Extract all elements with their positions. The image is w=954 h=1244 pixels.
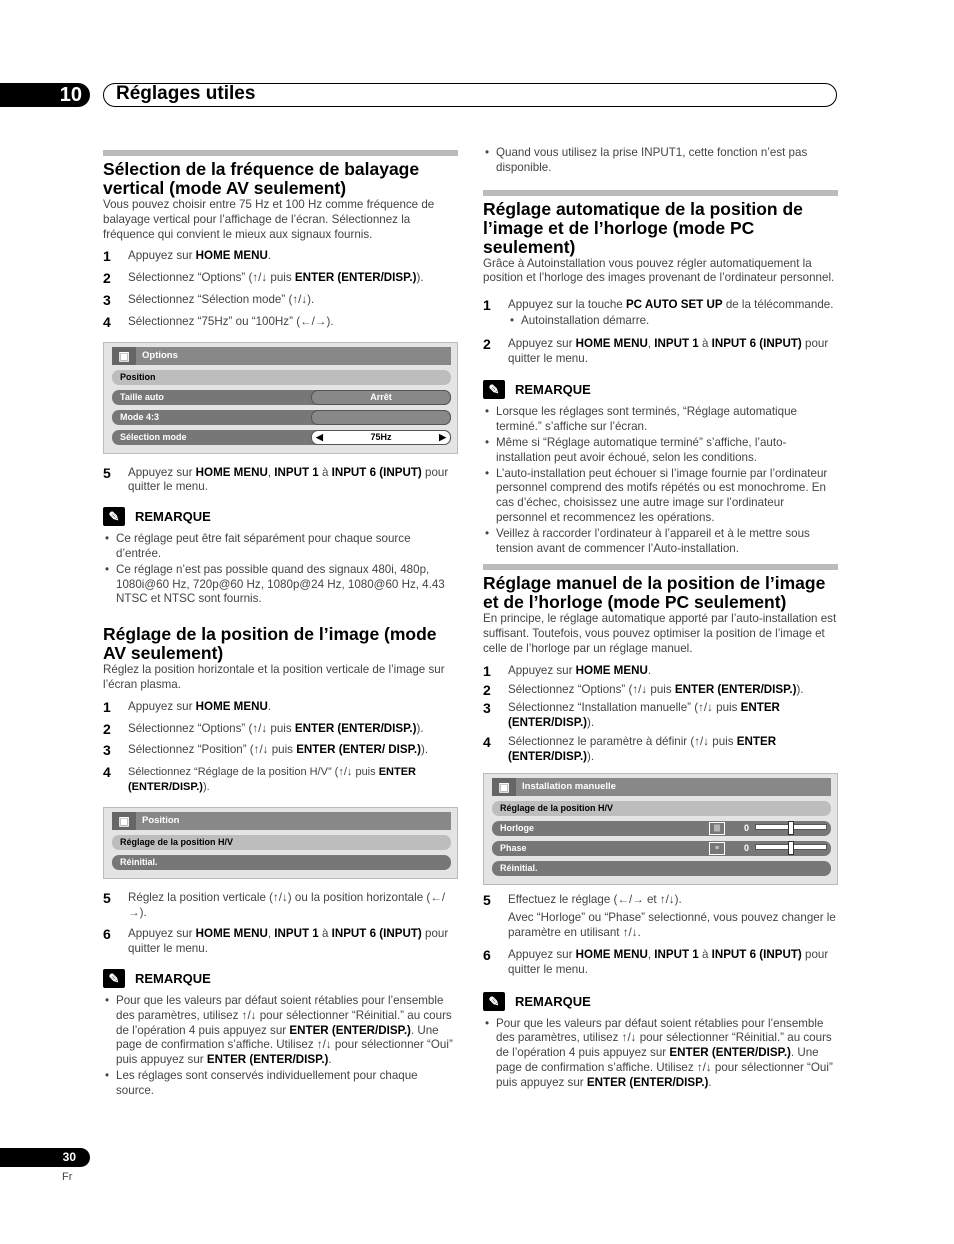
section-heading-position-av: Réglage de la position de l’image (mode AV seulement)	[103, 624, 437, 664]
step-text: Sélectionnez “Sélection mode” (↑/↓).	[128, 292, 315, 306]
language-code: Fr	[62, 1171, 73, 1183]
osd-row-reset: Réinitial.	[492, 861, 831, 876]
step-text: Appuyez sur la touche PC AUTO SET UP de la télécommande. • Autoinstallation démarre.	[508, 298, 833, 330]
osd-row-clock: Horloge ||| 0	[492, 821, 831, 836]
step-text: Appuyez sur HOME MENU.	[128, 699, 272, 713]
chapter-title: Réglages utiles	[103, 83, 837, 107]
osd-row-position: Position	[112, 370, 451, 385]
step	[483, 664, 838, 679]
slider-knob	[788, 821, 794, 835]
step	[103, 293, 458, 308]
step	[483, 701, 838, 731]
step-number: 2	[483, 681, 491, 698]
step	[103, 927, 458, 957]
clock-pattern-icon: |||	[709, 822, 725, 835]
remark-heading: ✎ REMARQUE	[103, 969, 458, 988]
step-subnote: • Autoinstallation démarre.	[508, 314, 833, 329]
step-text: Appuyez sur HOME MENU.	[128, 249, 272, 263]
step-number: 1	[103, 698, 111, 715]
section-intro: Vous pouvez choisir entre 75 Hz et 100 Hz comme fréquence de balayage vertical pour l’affichage de l’écran. Sélectionnez la fréquence qui convient le mieux aux signaux fournis.	[103, 198, 435, 241]
remark-item: • L’auto-installation peut échouer si l’image fournie par l’ordinateur personnel comprend des motifs répétés ou est monochrome. En cas d’échec, choisissez une autre image sur l’ordinateur personnel et recommencez les opérations.	[483, 467, 838, 526]
remark-item: • Ce réglage n’est pas possible quand des signaux 480i, 480p, 1080i@60 Hz, 720p@60 Hz, 1080p@24 Hz, 1080@60 Hz, 4.43 NTSC et NTSC sont fournis.	[103, 563, 458, 607]
osd-row-reset: Réinitial.	[112, 855, 451, 870]
step-number: 5	[483, 891, 491, 908]
step-number: 5	[103, 889, 111, 906]
step-text: Effectuez le réglage (←/→ et ↑/↓). Avec “Horloge” ou “Phase” selectionné, vous pouvez changer le paramètre en utilisant ↑/↓.	[508, 893, 838, 941]
left-column	[103, 150, 458, 1100]
step-number: 6	[483, 946, 491, 963]
step	[103, 271, 458, 286]
menu-icon: ▣	[492, 778, 516, 796]
step-text: Sélectionnez “Options” (↑/↓ puis ENTER (ENTER/DISP.)).	[128, 271, 424, 285]
step-number: 3	[103, 291, 111, 308]
step-text: Sélectionnez “Installation manuelle” (↑/↓ puis ENTER (ENTER/DISP.)).	[508, 701, 780, 730]
osd-row-hv-position: Réglage de la position H/V	[492, 801, 831, 816]
step-text: Sélectionnez “Réglage de la position H/V” (↑/↓ puis ENTER (ENTER/DISP.)).	[128, 766, 416, 793]
remark-item: • Quand vous utilisez la prise INPUT1, cette fonction n’est pas disponible.	[483, 146, 838, 176]
step-number: 3	[483, 700, 491, 717]
step-number: 3	[103, 742, 111, 759]
step-text: Sélectionnez le paramètre à définir (↑/↓ puis ENTER (ENTER/DISP.)).	[508, 734, 777, 763]
osd-row-mode-43: Mode 4:3	[112, 410, 451, 425]
phase-pattern-icon: ≡	[709, 842, 725, 855]
osd-value: 0	[743, 842, 749, 853]
pencil-icon: ✎	[103, 507, 125, 526]
step-text: Sélectionnez “Options” (↑/↓ puis ENTER (ENTER/DISP.)).	[508, 682, 804, 696]
osd-slider	[755, 844, 827, 850]
osd-options-screen	[103, 342, 458, 454]
step	[103, 722, 458, 737]
step-text: Appuyez sur HOME MENU, INPUT 1 à INPUT 6 (INPUT) pour quitter le menu.	[508, 947, 829, 976]
remark-heading: ✎ REMARQUE	[483, 992, 838, 1011]
osd-title-bar: ▣ Options	[112, 347, 451, 365]
osd-position-screen	[103, 807, 458, 879]
step-text: Réglez la position verticale (↑/↓) ou la position horizontale (←/→).	[128, 890, 446, 919]
step	[103, 700, 458, 715]
step	[483, 298, 838, 330]
remark-item: • Veillez à raccorder l’ordinateur à l’appareil et à le mettre sous tension avant de commencer l’Auto-installation.	[483, 527, 838, 557]
pencil-icon: ✎	[103, 969, 125, 988]
remark-heading: ✎ REMARQUE	[103, 507, 458, 526]
pencil-icon: ✎	[483, 992, 505, 1011]
step	[483, 337, 838, 367]
osd-value: 0	[743, 822, 749, 833]
osd-value: Arrêt	[311, 390, 451, 405]
step	[103, 249, 458, 264]
step-text: Sélectionnez “Position” (↑/↓ puis ENTER (ENTER/ DISP.)).	[128, 743, 429, 757]
step	[103, 891, 458, 921]
remark-item: • Pour que les valeurs par défaut soient rétablies pour l’ensemble des paramètres, utilisez ↑/↓ pour sélectionner “Réinitial.” au cours de l’opération 4 puis appuyez sur ENTER (ENTER/DISP.). Une page de confirmation s’affiche. Utilisez ↑/↓ pour sélectionner “Oui” puis appuyez sur ENTER (ENTER/DISP.).	[483, 1017, 838, 1091]
step-number: 4	[103, 313, 111, 330]
remark-heading: ✎ REMARQUE	[483, 380, 838, 399]
section-heading-auto-pc: Réglage automatique de la position de l’image et de l’horloge (mode PC seulement)	[483, 190, 838, 257]
step-number: 4	[103, 764, 111, 781]
osd-slider	[755, 824, 827, 830]
step-number: 1	[103, 248, 111, 265]
step-number: 1	[483, 662, 491, 679]
remark-item: • Même si “Réglage automatique terminé” s’affiche, l’auto-installation peut avoir échoué, selon les conditions.	[483, 436, 838, 466]
menu-icon: ▣	[112, 347, 136, 365]
right-column	[483, 145, 838, 1091]
section-heading-manual-pc: Réglage manuel de la position de l’image et de l’horloge (mode PC seulement)	[483, 564, 838, 612]
step-number: 1	[483, 297, 491, 314]
step-number: 4	[483, 733, 491, 750]
osd-title-bar: ▣ Installation manuelle	[492, 778, 831, 796]
step-text: Appuyez sur HOME MENU.	[508, 663, 652, 677]
step-number: 5	[103, 464, 111, 481]
pencil-icon: ✎	[483, 380, 505, 399]
arrow-right-icon: ▶	[439, 431, 446, 442]
step-subnote: Avec “Horloge” ou “Phase” selectionné, vous pouvez changer le paramètre en utilisant ↑/↓.	[508, 911, 836, 940]
page-number: 30	[0, 1148, 90, 1167]
osd-row-taille-auto: Taille auto Arrêt	[112, 390, 451, 405]
step	[483, 735, 838, 765]
step-text: Sélectionnez “75Hz” ou “100Hz” (←/→).	[128, 314, 334, 328]
remark-item: • Les réglages sont conservés individuellement pour chaque source.	[103, 1069, 458, 1099]
step-number: 2	[103, 720, 111, 737]
remark-item: • Pour que les valeurs par défaut soient rétablies pour l’ensemble des paramètres, utilisez ↑/↓ pour sélectionner “Réinitial.” au cours de l’opération 4 puis appuyez sur ENTER (ENTER/DISP.). Une page de confirmation s’affiche. Utilisez ↑/↓ pour sélectionner “Oui” puis appuyez sur ENTER (ENTER/DISP.).	[103, 994, 458, 1068]
section-intro: Grâce à Autoinstallation vous pouvez régler automatiquement la position et l’horloge des images provenant de l’ordinateur personnel.	[483, 256, 835, 285]
section-intro: En principe, le réglage automatique apporté par l’auto-installation est suffisant. Toutefois, vous pouvez optimiser la position de l’image et celle de l’horloge par un réglage manuel.	[483, 612, 837, 655]
step-text: Sélectionnez “Options” (↑/↓ puis ENTER (ENTER/DISP.)).	[128, 721, 424, 735]
step	[103, 765, 458, 795]
step-number: 2	[103, 270, 111, 287]
osd-row-selection-mode: Sélection mode ◀ 75Hz ▶	[112, 430, 451, 445]
step	[103, 743, 458, 758]
menu-icon: ▣	[112, 812, 136, 830]
section-heading-frequency: Sélection de la fréquence de balayage vertical (mode AV seulement)	[103, 150, 458, 198]
slider-knob	[788, 841, 794, 855]
osd-value	[311, 410, 451, 425]
step-number: 6	[103, 926, 111, 943]
step-text: Appuyez sur HOME MENU, INPUT 1 à INPUT 6 (INPUT) pour quitter le menu.	[128, 465, 449, 494]
section-intro: Réglez la position horizontale et la position verticale de l’image sur l’écran plasma.	[103, 663, 445, 691]
step-number: 2	[483, 335, 491, 352]
step	[103, 466, 458, 496]
step	[483, 893, 838, 941]
arrow-left-icon: ◀	[316, 431, 323, 442]
osd-row-phase: Phase ≡ 0	[492, 841, 831, 856]
step	[103, 315, 458, 330]
step-text: Appuyez sur HOME MENU, INPUT 1 à INPUT 6 (INPUT) pour quitter le menu.	[508, 336, 829, 365]
step-text: Appuyez sur HOME MENU, INPUT 1 à INPUT 6 (INPUT) pour quitter le menu.	[128, 927, 449, 956]
chapter-number: 10	[0, 83, 90, 107]
osd-row-hv-position: Réglage de la position H/V	[112, 835, 451, 850]
osd-value-selected: ◀ 75Hz ▶	[311, 430, 451, 445]
remark-item: • Lorsque les réglages sont terminés, “Réglage automatique terminé.” s’affiche sur l’écran.	[483, 405, 838, 435]
osd-title-bar: ▣ Position	[112, 812, 451, 830]
step	[483, 683, 838, 698]
remark-item: • Ce réglage peut être fait séparément pour chaque source d’entrée.	[103, 532, 458, 562]
osd-manual-install-screen	[483, 773, 838, 885]
step	[483, 948, 838, 978]
